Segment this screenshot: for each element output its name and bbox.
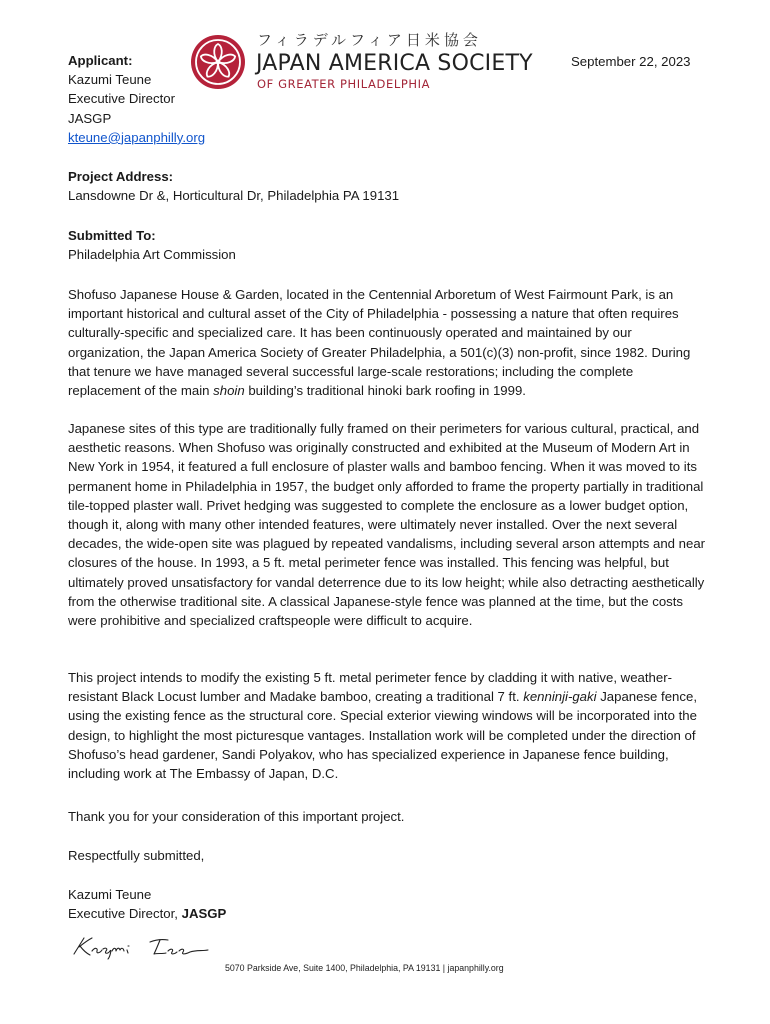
logo-name: JAPAN AMERICA SOCIETY — [256, 51, 533, 76]
signature-block — [68, 885, 708, 923]
closing-text: Respectfully submitted, — [68, 848, 205, 863]
para3-italic: kenninji-gaki — [523, 689, 597, 705]
signer-title — [68, 904, 708, 923]
para1-italic: shoin — [213, 383, 245, 399]
body-paragraph-2 — [68, 419, 708, 630]
submitted-to-label: Submitted To: — [68, 228, 156, 243]
para1-text: Shofuso Japanese House & Garden, located in the Centennial Arboretum of West Fairmount Park, is an important historical and cultural asset of the City of Philadelphia - possessing a nature that often requires culturally-specific and specialized care. It has been continuously operated and maintained by our organization, the Japan America Society of Greater Philadelphia, a 501(c)(3) non-profit, since 1982. During that tenure we have managed several successful large-scale restorations; including the complete replacement of the main — [68, 287, 691, 399]
project-address-section — [68, 167, 708, 205]
signer-title-prefix: Executive Director, — [68, 906, 182, 922]
logo-japanese-text: フィラデルフィア日米協会 — [257, 31, 482, 49]
footer-address: 5070 Parkside Ave, Suite 1400, Philadelphia, PA 19131 | japanphilly.org — [225, 963, 504, 973]
logo-subtitle: OF GREATER PHILADELPHIA — [257, 77, 431, 91]
applicant-email-link[interactable]: kteune@japanphilly.org — [68, 129, 206, 145]
para3-text-end: Japanese fence, using the existing fence as the structural core. Special exterior viewing windows will be incorporated into the design, to highlight the most picturesque vantages. Installation work will be completed under the direction of Shofuso’s head gardener, Sandi Polyakov, who has specialized experience in Japanese fence building, including work at The Embassy of Japan, D.C. — [68, 689, 697, 782]
jas-logo — [190, 30, 550, 94]
submitted-to-recipient: Philadelphia Art Commission — [68, 247, 236, 263]
project-address: Lansdowne Dr &, Horticultural Dr, Philadelphia PA 19131 — [68, 188, 400, 204]
project-address-label: Project Address: — [68, 169, 174, 184]
signer-name: Kazumi Teune — [68, 887, 152, 902]
applicant-title: Executive Director — [68, 91, 176, 107]
thanks-line — [68, 807, 708, 826]
handwritten-signature-icon — [70, 934, 215, 960]
body-paragraph-1 — [68, 285, 708, 400]
signer-org: JASGP — [181, 906, 227, 922]
applicant-name: Kazumi Teune — [68, 72, 152, 88]
para1-text-end: building’s traditional hinoki bark roofing in 1999. — [244, 383, 526, 399]
para2-text: Japanese sites of this type are traditionally fully framed on their perimeters for various cultural, practical, and aesthetic reasons. When Shofuso was originally constructed and exhibited at the Museum of Modern Art in New York in 1954, it featured a full enclosure of plaster walls and bamboo fencing. When it was moved to its permanent home in Philadelphia in 1957, the budget only afforded to frame the property partially in traditional tile-topped plaster wall. Privet hedging was suggested to complete the enclosure as a lower budget option, though it, along with many other intended features, were ultimately never installed. Over the next several decades, the wide-open site was plagued by repeated vandalisms, including several arson attempts and near closures of the house. In 1993, a 5 ft. metal perimeter fence was installed. This fencing was helpful, but ultimately proved unsatisfactory for vandal deterrence due to its low height; while also detracting aesthetically from the otherwise traditional site. A classical Japanese-style fence was planned at the time, but the costs were prohibitive and specialized craftspeople were difficult to acquire. — [68, 421, 706, 629]
closing-line — [68, 846, 708, 865]
para3-text: This project intends to modify the existing 5 ft. metal perimeter fence by cladding it with native, weather-resistant Black Locust lumber and Madake bamboo, creating a traditional 7 ft. — [68, 670, 672, 705]
letter-date: September 22, 2023 — [571, 54, 691, 69]
body-paragraph-3 — [68, 668, 708, 783]
cherry-blossom-seal-icon — [190, 34, 246, 90]
submitted-to-section — [68, 226, 708, 264]
thanks-text: Thank you for your consideration of this important project. — [68, 809, 405, 824]
applicant-org: JASGP — [68, 110, 112, 126]
applicant-label: Applicant: — [68, 53, 133, 68]
